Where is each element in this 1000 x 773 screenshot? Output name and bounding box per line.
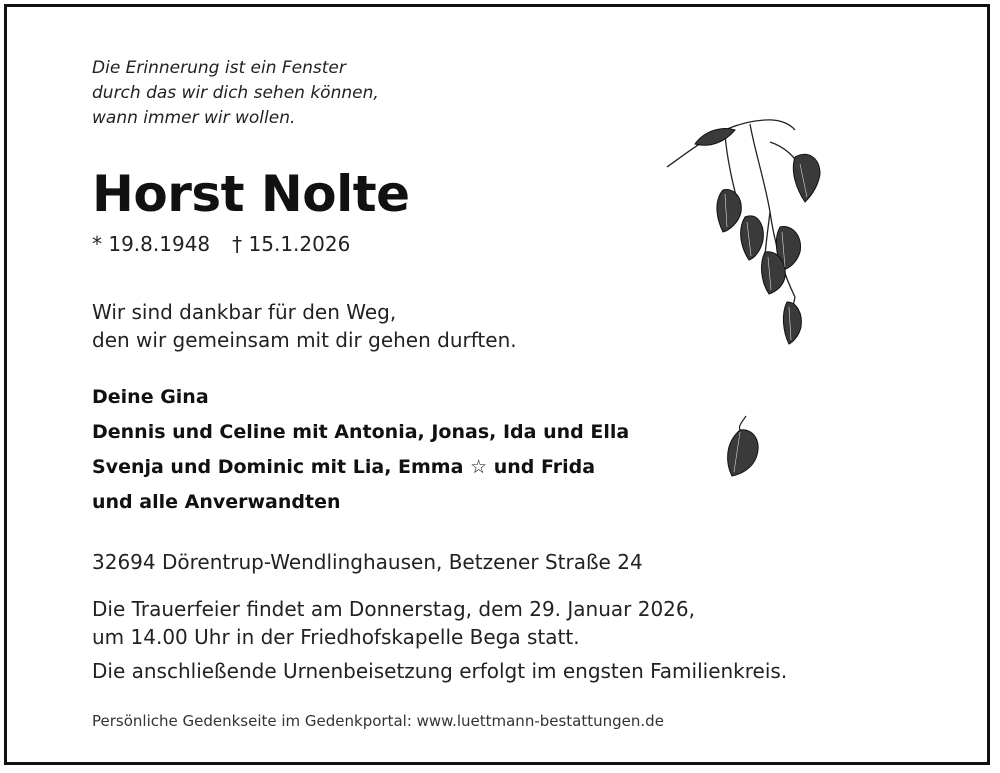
- mourner-line-3: Svenja und Dominic mit Lia, Emma ☆ und Frida: [92, 456, 596, 478]
- motto-line-1: Die Erinnerung ist ein Fenster: [92, 58, 346, 78]
- memorial-page-link: Persönliche Gedenkseite im Gedenkportal: www.luettmann-bestattungen.de: [92, 712, 664, 730]
- mourner-line-2: Dennis und Celine mit Antonia, Jonas, Ida und Ella: [92, 421, 630, 443]
- thanks-text: [92, 298, 517, 354]
- service-line-2: um 14.00 Uhr in der Friedhofskapelle Bega statt.: [92, 625, 580, 649]
- life-dates: [92, 232, 350, 256]
- deceased-name: Horst Nolte: [92, 165, 410, 223]
- thanks-line-2: den wir gemeinsam mit dir gehen durften.: [92, 328, 517, 352]
- service-line-1: Die Trauerfeier findet am Donnerstag, dem 29. Januar 2026,: [92, 597, 695, 621]
- birth-date: * 19.8.1948: [92, 232, 211, 256]
- star-icon: ☆: [470, 456, 488, 478]
- motto-line-2: durch das wir dich sehen können,: [92, 83, 379, 103]
- death-date: † 15.1.2026: [232, 232, 351, 256]
- motto-line-3: wann immer wir wollen.: [92, 108, 296, 128]
- funeral-service-info: [92, 595, 695, 651]
- mourner-line-4: und alle Anverwandten: [92, 491, 341, 513]
- motto-quote: [92, 56, 379, 131]
- falling-leaf-icon: [718, 412, 768, 482]
- family-address: 32694 Dörentrup-Wendlinghausen, Betzener Straße 24: [92, 550, 643, 574]
- mourners-list: [92, 380, 629, 520]
- mourner-line-1: Deine Gina: [92, 386, 209, 408]
- birch-branch-icon: [655, 112, 835, 362]
- urn-burial-info: Die anschließende Urnenbeisetzung erfolgt im engsten Familienkreis.: [92, 659, 788, 683]
- thanks-line-1: Wir sind dankbar für den Weg,: [92, 300, 397, 324]
